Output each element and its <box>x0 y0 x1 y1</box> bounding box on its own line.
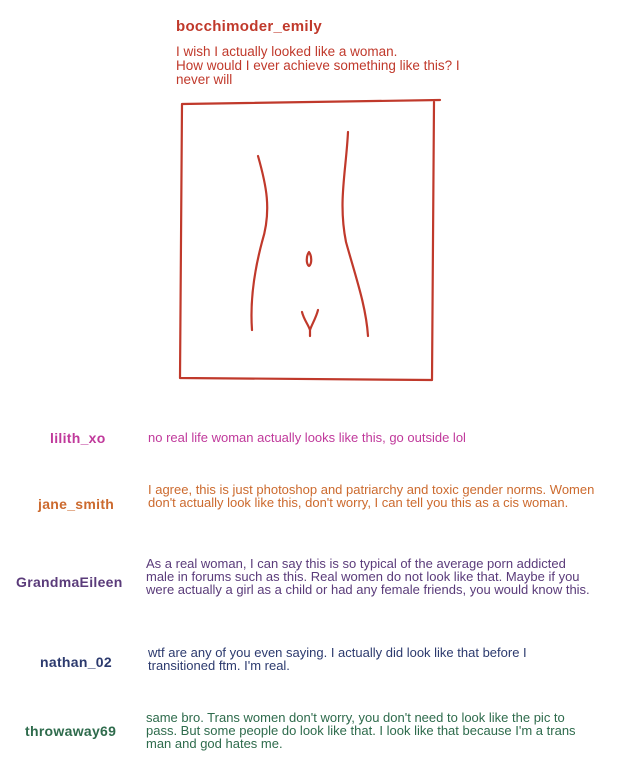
comment-text: no real life woman actually looks like this, go outside lol <box>148 430 466 445</box>
comment-username[interactable]: throwaway69 <box>25 723 117 739</box>
comment-text: I agree, this is just photoshop and patriarchy and toxic gender norms. Women don't actually look like this, don't worry, I can tell you this as a cis woman. <box>148 482 595 510</box>
post-text-line: I wish I actually looked like a woman. How would I ever achieve something like this? I never will <box>176 44 460 87</box>
waist-left-curve <box>251 156 267 330</box>
navel-mark <box>307 252 312 266</box>
post-text <box>176 45 476 87</box>
post-username[interactable]: bocchimoder_emily <box>176 18 322 35</box>
crotch-mark <box>302 310 318 336</box>
comment-username[interactable]: lilith_xo <box>50 430 106 446</box>
frame-outline <box>180 100 440 380</box>
comment-username[interactable]: jane_smith <box>38 496 115 512</box>
comment-text: As a real woman, I can say this is so typical of the average porn addicted male in forums such as this. Real women do not look like that. Maybe if you were actually a girl as a child or had any female friends, you would know this. <box>146 556 590 597</box>
comment-text: wtf are any of you even saying. I actually did look like that before I transitioned ftm. I'm real. <box>148 645 527 673</box>
comment-username[interactable]: GrandmaEileen <box>16 574 123 590</box>
waist-right-curve <box>343 132 368 336</box>
comment-username[interactable]: nathan_02 <box>40 654 112 670</box>
post-drawing <box>170 92 450 384</box>
comment-text: same bro. Trans women don't worry, you don't need to look like the pic to pass. But some people do look like that. I look like that because I'm a trans man and god hates me. <box>146 710 576 751</box>
